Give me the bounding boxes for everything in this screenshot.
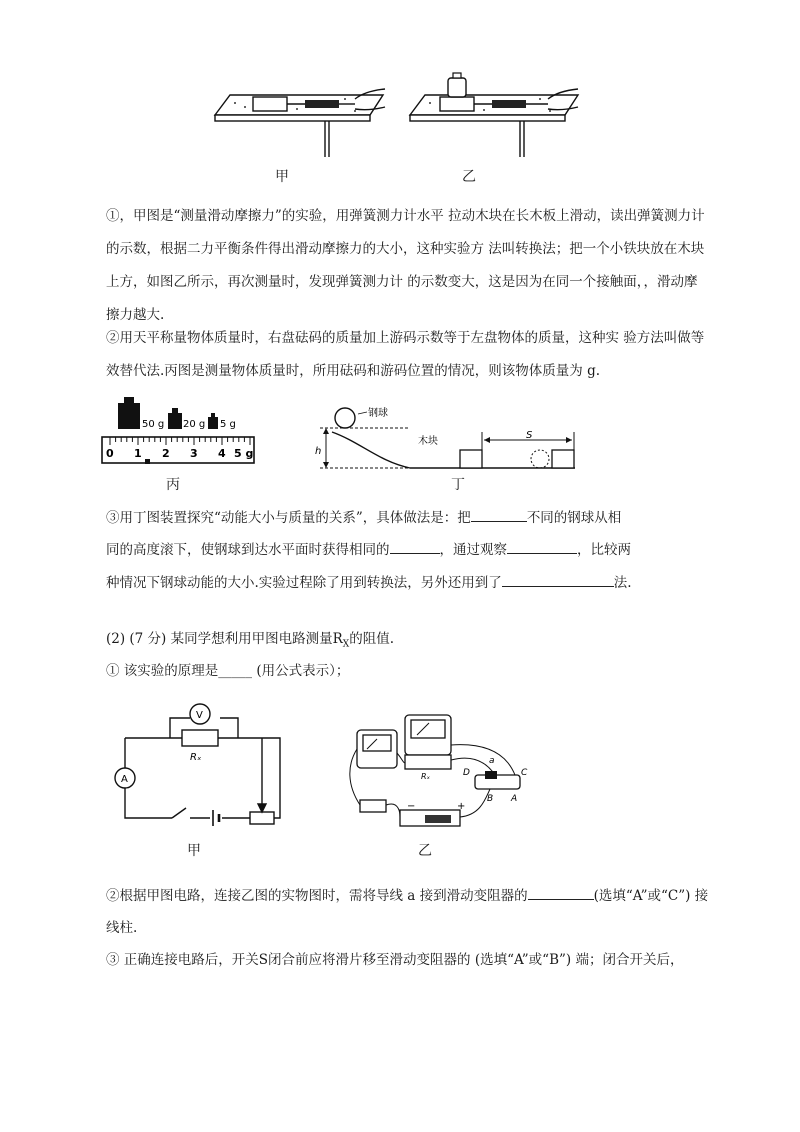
height-label: h bbox=[315, 446, 322, 457]
blank-speed[interactable] bbox=[390, 538, 440, 554]
battery-plus-label: + bbox=[457, 801, 466, 812]
weight-label-5: 5 g bbox=[220, 419, 236, 430]
friction-figure-jia bbox=[205, 85, 390, 165]
ramp-figure bbox=[310, 402, 590, 477]
question-2-paragraph: ②用天平称量物体质量时，右盘砝码的质量加上游码示数等于左盘物体的质量，这种实 验方法叫做等效替代法.丙图是测量物体质量时，所用砝码和游码位置的情况，则该物体质量为 g. bbox=[106, 330, 705, 379]
terminal-d-label: D bbox=[463, 768, 470, 778]
terminal-a-label: A bbox=[511, 794, 518, 804]
question-3-text-c: 同的高度滚下，使钢球到达水平面时获得相同的 bbox=[106, 542, 390, 558]
friction-figure-yi bbox=[400, 70, 585, 165]
section-2-heading-sub: X bbox=[342, 639, 350, 650]
circuit-caption-jia: 甲 bbox=[187, 843, 201, 859]
distance-label: S bbox=[526, 430, 533, 441]
resistor-photo-label: Rₓ bbox=[421, 772, 431, 781]
circuit-q2-line-1 bbox=[106, 884, 708, 904]
scale-tick-0: 0 bbox=[106, 447, 114, 460]
section-2-q1: ① 该实验的原理是_____ (用公式表示）； bbox=[106, 663, 350, 679]
circuit-q2-text-b: (选填“A”或“C”) 接 bbox=[593, 888, 709, 904]
battery-minus-label: − bbox=[407, 801, 416, 812]
question-3-line-2 bbox=[106, 538, 631, 558]
weight-label-20: 20 g bbox=[183, 419, 206, 430]
figure-caption-yi: 乙 bbox=[462, 169, 476, 185]
circuit-q2-line-2: 线柱. bbox=[106, 920, 138, 936]
circuit-diagram-jia bbox=[110, 700, 285, 835]
blank-mass[interactable] bbox=[471, 506, 527, 522]
circuit-q2-text-a: ②根据甲图电路，连接乙图的实物图时，需将导线 a 接到滑动变阻器的 bbox=[106, 888, 528, 904]
scale-tick-2: 2 bbox=[162, 447, 170, 460]
question-3-text-a: ③用丁图装置探究“动能大小与质量的关系”，具体做法是：把 bbox=[106, 510, 471, 526]
ammeter-label: A bbox=[121, 774, 128, 785]
figure-caption-ding: 丁 bbox=[451, 477, 465, 493]
wire-a-label: a bbox=[489, 756, 495, 766]
resistor-label: Rₓ bbox=[190, 752, 202, 763]
question-3-line-3 bbox=[106, 571, 632, 591]
balance-weights-figure bbox=[100, 393, 265, 473]
question-3-text-g: 法. bbox=[613, 575, 632, 591]
scale-tick-3: 3 bbox=[190, 447, 198, 460]
section-2-heading-end: 的阻值. bbox=[349, 631, 395, 647]
blank-method[interactable] bbox=[502, 571, 614, 587]
terminal-c-label: C bbox=[521, 768, 528, 778]
scale-tick-1: 1 bbox=[134, 447, 142, 460]
question-3-text-f: 种情况下钢球动能的大小.实验过程除了用到转换法，另外还用到了 bbox=[106, 575, 502, 591]
question-3-text-b: 不同的钢球从相 bbox=[526, 510, 622, 526]
ball-label: 钢球 bbox=[368, 408, 388, 419]
circuit-caption-yi: 乙 bbox=[418, 843, 432, 859]
circuit-photo-yi bbox=[345, 705, 535, 835]
figure-caption-bing: 丙 bbox=[166, 477, 180, 493]
block-label: 木块 bbox=[418, 436, 438, 447]
terminal-b-label: B bbox=[487, 794, 494, 804]
question-1-paragraph: ①，甲图是“测量滑动摩擦力”的实验，用弹簧测力计水平 拉动木块在长木板上滑动，读出弹簧测力计的示数，根据二力平衡条件得出滑动摩擦力的大小，这种实验方 法叫转换法；把一个小铁块放在木块上方，如图乙所示，再次测量时，发现弹簧测力计 的示数变大，这是因为在同一个接触面，，滑动摩擦力越大. bbox=[106, 208, 705, 323]
weight-label-50: 50 g bbox=[142, 419, 165, 430]
scale-tick-4: 4 bbox=[218, 447, 226, 460]
section-2-heading bbox=[106, 627, 394, 650]
section-2-heading-text: (2) (7 分) 某同学想利用甲图电路测量R bbox=[106, 631, 343, 647]
figure-caption-jia: 甲 bbox=[275, 169, 289, 185]
scale-tick-5: 5 g bbox=[234, 447, 254, 460]
blank-terminal[interactable] bbox=[528, 884, 594, 900]
blank-observe[interactable] bbox=[507, 538, 577, 554]
question-3-text-d: ，通过观察 bbox=[439, 542, 507, 558]
rider-marker bbox=[145, 459, 150, 464]
question-3-text-e: ，比较两 bbox=[577, 542, 631, 558]
question-3-line-1 bbox=[106, 506, 621, 526]
voltmeter-label: V bbox=[196, 710, 203, 721]
circuit-q3-line: ③ 正确连接电路后，开关S闭合前应将滑片移至滑动变阻器的 (选填“A”或“B”) 端；闭合开关后， bbox=[106, 952, 684, 968]
